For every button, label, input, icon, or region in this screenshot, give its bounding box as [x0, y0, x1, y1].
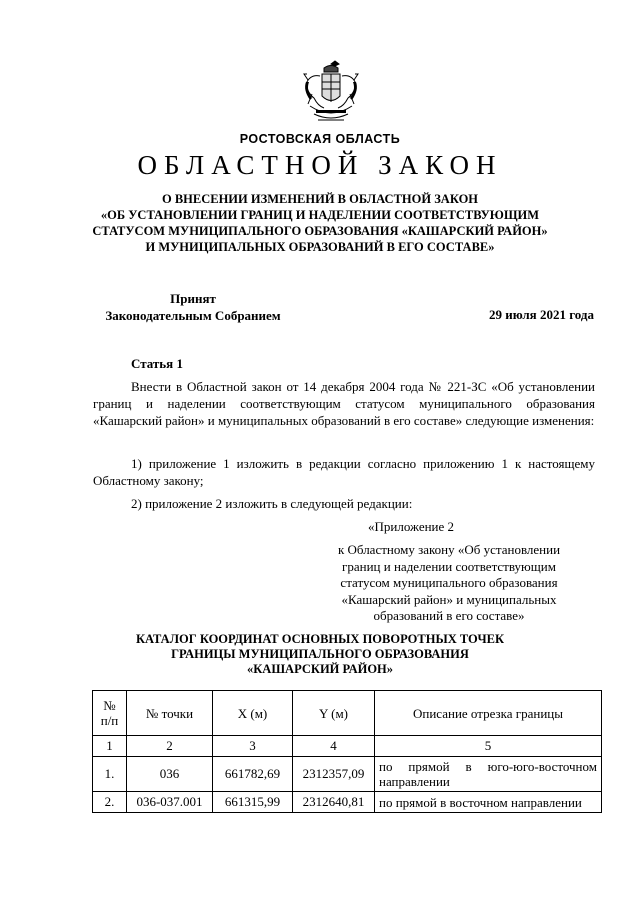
x-coordinate: 661782,69: [213, 757, 293, 792]
column-header-y: Y (м): [293, 691, 375, 736]
row-number: 2.: [93, 792, 127, 813]
segment-description: по прямой в восточном направлении: [375, 792, 602, 813]
adoption-date: 29 июля 2021 года: [489, 307, 594, 322]
adoption-body: Законодательным Собранием: [105, 308, 281, 323]
appendix-reference-line: границ и наделении соответствующим: [342, 558, 556, 574]
catalog-title-line: ГРАНИЦЫ МУНИЦИПАЛЬНОГО ОБРАЗОВАНИЯ: [171, 647, 469, 661]
appendix-label: «Приложение 2: [368, 519, 455, 534]
column-number: 4: [293, 736, 375, 757]
appendix-reference-line: образований в его составе»: [373, 608, 525, 623]
coordinates-table: [92, 690, 602, 813]
article-item-2: 2) приложение 2 изложить в следующей редакции:: [131, 496, 413, 511]
point-id: 036: [127, 757, 213, 792]
adoption-line: Принят: [170, 291, 216, 306]
table-row: [93, 757, 602, 792]
appendix-reference-line: к Областному закону «Об установлении: [337, 542, 561, 557]
catalog-title: [0, 632, 640, 677]
segment-description: по прямой в юго-юго-восточном направлении: [375, 757, 602, 792]
appendix-reference: [300, 542, 598, 625]
law-title-line: СТАТУСОМ МУНИЦИПАЛЬНОГО ОБРАЗОВАНИЯ «КАШАРСКИЙ РАЙОН»: [92, 224, 548, 238]
law-title: [0, 191, 640, 255]
region-name: РОСТОВСКАЯ ОБЛАСТЬ: [239, 132, 401, 146]
catalog-title-line: «КАШАРСКИЙ РАЙОН»: [246, 662, 394, 676]
document-type: ОБЛАСТНОЙ ЗАКОН: [137, 150, 503, 180]
column-header-description: Описание отрезка границы: [375, 691, 602, 736]
y-coordinate: 2312640,81: [293, 792, 375, 813]
article-intro: Внести в Областной закон от 14 декабря 2004 года № 221-ЗС «Об установлении границ и наделении соответствующим статусом муниципального образования «Кашарский район» и муниципальных образований в его составе» следующие изменения:: [93, 379, 595, 428]
column-header-x: X (м): [213, 691, 293, 736]
y-coordinate: 2312357,09: [293, 757, 375, 792]
adoption-block: [93, 290, 293, 324]
column-header-number: № п/п: [93, 691, 127, 736]
appendix-reference-line: «Кашарский район» и муниципальных: [341, 591, 557, 607]
law-title-line: И МУНИЦИПАЛЬНЫХ ОБРАЗОВАНИЙ В ЕГО СОСТАВЕ»: [145, 240, 495, 254]
column-number-row: [93, 736, 602, 757]
table-header-row: [93, 691, 602, 736]
appendix-reference-line: статусом муниципального образования: [340, 575, 558, 590]
column-number: 2: [127, 736, 213, 757]
table-row: [93, 792, 602, 813]
point-id: 036-037.001: [127, 792, 213, 813]
x-coordinate: 661315,99: [213, 792, 293, 813]
column-number: 3: [213, 736, 293, 757]
law-title-line: О ВНЕСЕНИИ ИЗМЕНЕНИЙ В ОБЛАСТНОЙ ЗАКОН: [161, 192, 479, 206]
column-header-point: № точки: [127, 691, 213, 736]
column-number: 1: [93, 736, 127, 757]
article-item-1: 1) приложение 1 изложить в редакции согласно приложению 1 к настоящему Областному закону;: [93, 456, 595, 488]
article-heading: Статья 1: [131, 356, 183, 371]
row-number: 1.: [93, 757, 127, 792]
catalog-title-line: КАТАЛОГ КООРДИНАТ ОСНОВНЫХ ПОВОРОТНЫХ ТОЧЕК: [135, 632, 505, 646]
column-number: 5: [375, 736, 602, 757]
coat-of-arms-emblem: [300, 58, 362, 128]
law-title-line: «ОБ УСТАНОВЛЕНИИ ГРАНИЦ И НАДЕЛЕНИИ СООТВЕТСТВУЮЩИМ: [100, 208, 540, 222]
